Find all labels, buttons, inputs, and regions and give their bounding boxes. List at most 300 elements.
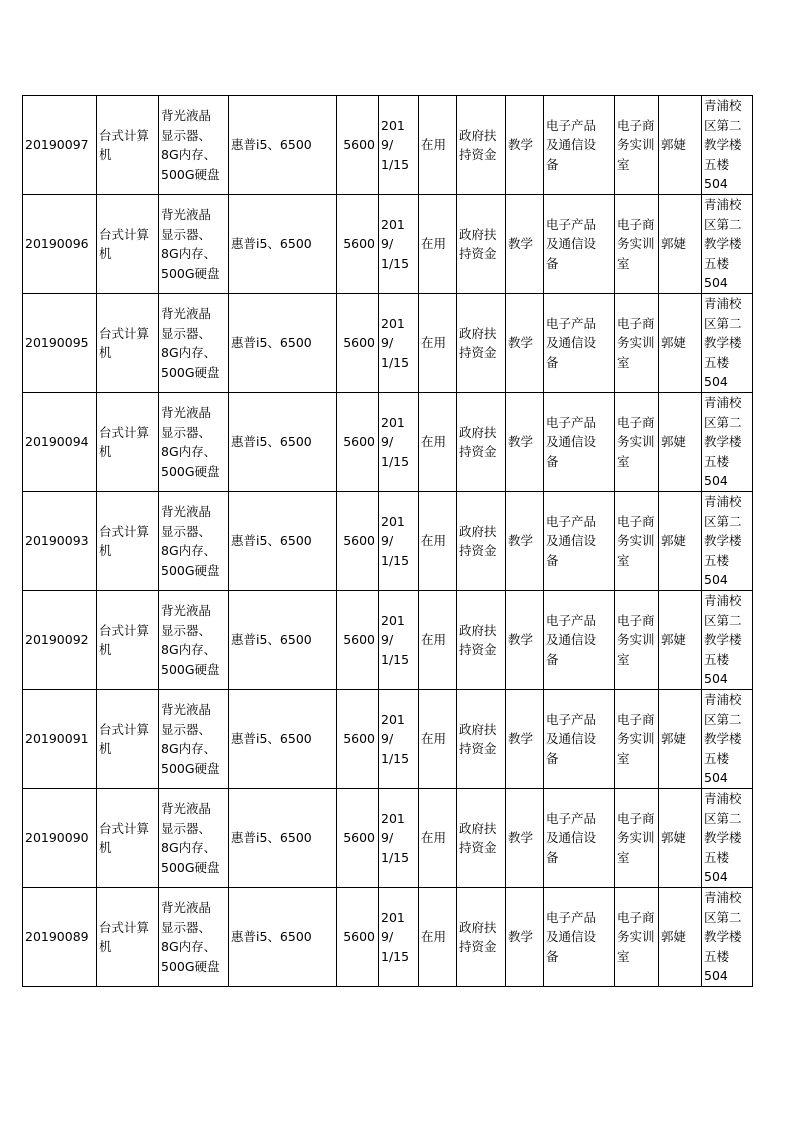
location-cell-line: 五楼 — [704, 651, 730, 667]
location-cell-line: 区第二 — [704, 909, 742, 925]
usage-cell: 教学 — [506, 789, 544, 888]
fund-source-cell-line: 持资金 — [459, 147, 497, 162]
purchase-date-cell — [379, 96, 419, 195]
asset-spec-cell-line: 8G内存、 — [161, 642, 217, 657]
asset-spec-cell-line: 500G硬盘 — [161, 562, 220, 578]
asset-category-cell-line: 备 — [546, 453, 559, 469]
purchase-date-cell-line: 2019/ — [381, 117, 405, 153]
asset-category-cell — [544, 789, 615, 888]
asset-type-cell-line: 机 — [99, 939, 112, 954]
asset-spec-cell-line: 背光液晶 — [161, 207, 212, 222]
usage-cell: 教学 — [506, 393, 544, 492]
asset-type-cell-line: 机 — [99, 345, 112, 360]
location-cell-line: 教学楼 — [704, 533, 742, 549]
table-row — [23, 96, 753, 195]
asset-category-cell-line: 备 — [546, 750, 559, 766]
asset-category-cell-line: 及通信设 — [546, 137, 597, 153]
department-cell-line: 电子商 — [617, 711, 655, 727]
location-cell-line: 504 — [704, 176, 728, 192]
purchase-date-cell-line: 1/15 — [381, 156, 410, 172]
custodian-cell: 郭婕 — [659, 888, 702, 987]
asset-spec-cell-line: 背光液晶 — [161, 108, 212, 123]
asset-category-cell-line: 电子产品 — [546, 117, 597, 133]
table-row — [23, 888, 753, 987]
department-cell-line: 电子商 — [617, 909, 655, 925]
custodian-cell: 郭婕 — [659, 96, 702, 195]
location-cell-line: 教学楼 — [704, 137, 742, 153]
asset-spec-cell-line: 背光液晶 — [161, 702, 212, 717]
location-cell-line: 区第二 — [704, 414, 742, 430]
purchase-date-cell — [379, 492, 419, 591]
asset-spec-cell — [159, 888, 229, 987]
fund-source-cell-line: 持资金 — [459, 939, 497, 954]
purchase-date-cell-line: 1/15 — [381, 651, 410, 667]
asset-spec-cell-line: 显示器、 — [161, 919, 212, 935]
fund-source-cell-line: 持资金 — [459, 444, 497, 459]
location-cell-line: 青浦校 — [704, 296, 742, 312]
table-row — [23, 393, 753, 492]
asset-id-cell: 20190095 — [23, 294, 97, 393]
asset-table-body — [23, 96, 753, 987]
fund-source-cell-line: 政府扶 — [459, 919, 497, 935]
asset-id-cell: 20190093 — [23, 492, 97, 591]
asset-id-cell: 20190091 — [23, 690, 97, 789]
asset-spec-cell-line: 8G内存、 — [161, 939, 217, 954]
asset-spec-cell-line: 8G内存、 — [161, 444, 217, 459]
fund-source-cell-line: 政府扶 — [459, 424, 497, 440]
asset-category-cell — [544, 393, 615, 492]
location-cell-line: 教学楼 — [704, 236, 742, 252]
custodian-cell: 郭婕 — [659, 492, 702, 591]
usage-cell: 教学 — [506, 195, 544, 294]
custodian-cell: 郭婕 — [659, 591, 702, 690]
asset-type-cell-line: 机 — [99, 444, 112, 459]
asset-model-cell: 惠普i5、6500 — [229, 888, 337, 987]
asset-spec-cell-line: 显示器、 — [161, 226, 212, 242]
asset-id-cell: 20190089 — [23, 888, 97, 987]
purchase-date-cell-line: 2019/ — [381, 909, 405, 945]
fund-source-cell-line: 政府扶 — [459, 127, 497, 143]
asset-type-cell — [97, 294, 159, 393]
custodian-cell: 郭婕 — [659, 294, 702, 393]
fund-source-cell — [457, 195, 506, 294]
location-cell-line: 区第二 — [704, 612, 742, 628]
custodian-cell: 郭婕 — [659, 195, 702, 294]
department-cell — [615, 492, 659, 591]
asset-id-cell: 20190094 — [23, 393, 97, 492]
fund-source-cell-line: 持资金 — [459, 345, 497, 360]
asset-category-cell-line: 及通信设 — [546, 731, 597, 747]
department-cell-line: 室 — [617, 651, 630, 667]
purchase-date-cell-line: 2019/ — [381, 414, 405, 450]
asset-model-cell: 惠普i5、6500 — [229, 96, 337, 195]
custodian-cell: 郭婕 — [659, 690, 702, 789]
location-cell-line: 教学楼 — [704, 830, 742, 846]
asset-category-cell-line: 及通信设 — [546, 335, 597, 351]
department-cell-line: 室 — [617, 156, 630, 172]
purchase-date-cell-line: 1/15 — [381, 255, 410, 271]
department-cell-line: 室 — [617, 948, 630, 964]
purchase-date-cell-line: 2019/ — [381, 711, 405, 747]
asset-status-cell: 在用 — [419, 96, 457, 195]
asset-type-cell-line: 机 — [99, 741, 112, 756]
asset-spec-cell — [159, 591, 229, 690]
asset-price-cell: 5600 — [337, 294, 379, 393]
asset-spec-cell-line: 背光液晶 — [161, 504, 212, 519]
asset-type-cell-line: 台式计算 — [99, 424, 150, 440]
usage-cell: 教学 — [506, 294, 544, 393]
custodian-cell: 郭婕 — [659, 393, 702, 492]
table-row — [23, 492, 753, 591]
location-cell-line: 教学楼 — [704, 731, 742, 747]
fund-source-cell-line: 政府扶 — [459, 325, 497, 341]
asset-spec-cell-line: 背光液晶 — [161, 801, 212, 816]
department-cell — [615, 591, 659, 690]
custodian-cell: 郭婕 — [659, 789, 702, 888]
location-cell-line: 504 — [704, 572, 728, 588]
asset-category-cell-line: 备 — [546, 849, 559, 865]
asset-id-cell: 20190092 — [23, 591, 97, 690]
fund-source-cell-line: 持资金 — [459, 543, 497, 558]
department-cell — [615, 96, 659, 195]
asset-model-cell: 惠普i5、6500 — [229, 492, 337, 591]
fund-source-cell-line: 政府扶 — [459, 721, 497, 737]
location-cell-line: 五楼 — [704, 552, 730, 568]
usage-cell: 教学 — [506, 690, 544, 789]
asset-spec-cell-line: 显示器、 — [161, 622, 212, 638]
purchase-date-cell-line: 2019/ — [381, 315, 405, 351]
usage-cell: 教学 — [506, 492, 544, 591]
asset-model-cell: 惠普i5、6500 — [229, 294, 337, 393]
purchase-date-cell — [379, 393, 419, 492]
purchase-date-cell-line: 1/15 — [381, 750, 410, 766]
location-cell — [702, 96, 753, 195]
asset-spec-cell — [159, 393, 229, 492]
purchase-date-cell-line: 1/15 — [381, 552, 410, 568]
asset-category-cell-line: 电子产品 — [546, 513, 597, 529]
asset-spec-cell-line: 显示器、 — [161, 127, 212, 143]
asset-type-cell-line: 台式计算 — [99, 622, 150, 638]
department-cell-line: 室 — [617, 552, 630, 568]
asset-table — [22, 95, 753, 987]
asset-category-cell-line: 及通信设 — [546, 632, 597, 648]
asset-spec-cell-line: 8G内存、 — [161, 246, 217, 261]
usage-cell: 教学 — [506, 96, 544, 195]
asset-spec-cell — [159, 294, 229, 393]
location-cell-line: 五楼 — [704, 849, 730, 865]
asset-type-cell-line: 台式计算 — [99, 820, 150, 836]
asset-status-cell: 在用 — [419, 195, 457, 294]
asset-type-cell — [97, 789, 159, 888]
location-cell-line: 区第二 — [704, 117, 742, 133]
department-cell-line: 室 — [617, 354, 630, 370]
location-cell-line: 教学楼 — [704, 335, 742, 351]
asset-price-cell: 5600 — [337, 393, 379, 492]
location-cell-line: 504 — [704, 968, 728, 984]
asset-type-cell-line: 台式计算 — [99, 325, 150, 341]
location-cell-line: 青浦校 — [704, 494, 742, 510]
asset-model-cell: 惠普i5、6500 — [229, 690, 337, 789]
asset-spec-cell-line: 500G硬盘 — [161, 364, 220, 380]
location-cell-line: 教学楼 — [704, 632, 742, 648]
asset-spec-cell-line: 8G内存、 — [161, 840, 217, 855]
department-cell-line: 室 — [617, 255, 630, 271]
asset-category-cell-line: 电子产品 — [546, 909, 597, 925]
fund-source-cell-line: 持资金 — [459, 642, 497, 657]
purchase-date-cell — [379, 690, 419, 789]
location-cell-line: 504 — [704, 275, 728, 291]
department-cell — [615, 393, 659, 492]
asset-type-cell-line: 台式计算 — [99, 721, 150, 737]
asset-spec-cell-line: 背光液晶 — [161, 405, 212, 420]
purchase-date-cell-line: 2019/ — [381, 513, 405, 549]
location-cell-line: 五楼 — [704, 354, 730, 370]
asset-spec-cell-line: 500G硬盘 — [161, 958, 220, 974]
location-cell-line: 504 — [704, 869, 728, 885]
location-cell — [702, 294, 753, 393]
asset-status-cell: 在用 — [419, 690, 457, 789]
asset-type-cell — [97, 195, 159, 294]
asset-category-cell-line: 及通信设 — [546, 830, 597, 846]
usage-cell: 教学 — [506, 888, 544, 987]
asset-category-cell — [544, 888, 615, 987]
asset-type-cell-line: 台式计算 — [99, 523, 150, 539]
fund-source-cell-line: 政府扶 — [459, 622, 497, 638]
usage-cell: 教学 — [506, 591, 544, 690]
department-cell-line: 务实训 — [617, 335, 655, 351]
location-cell-line: 青浦校 — [704, 197, 742, 213]
asset-status-cell: 在用 — [419, 393, 457, 492]
asset-category-cell-line: 备 — [546, 354, 559, 370]
asset-status-cell: 在用 — [419, 492, 457, 591]
location-cell-line: 504 — [704, 770, 728, 786]
asset-type-cell — [97, 393, 159, 492]
asset-spec-cell-line: 500G硬盘 — [161, 859, 220, 875]
table-row — [23, 690, 753, 789]
purchase-date-cell-line: 2019/ — [381, 216, 405, 252]
purchase-date-cell — [379, 294, 419, 393]
location-cell-line: 五楼 — [704, 156, 730, 172]
asset-spec-cell-line: 8G内存、 — [161, 741, 217, 756]
department-cell-line: 电子商 — [617, 810, 655, 826]
department-cell-line: 室 — [617, 750, 630, 766]
asset-price-cell: 5600 — [337, 492, 379, 591]
location-cell-line: 504 — [704, 671, 728, 687]
asset-category-cell — [544, 294, 615, 393]
location-cell-line: 青浦校 — [704, 593, 742, 609]
asset-id-cell: 20190097 — [23, 96, 97, 195]
fund-source-cell-line: 持资金 — [459, 246, 497, 261]
asset-price-cell: 5600 — [337, 888, 379, 987]
department-cell-line: 务实训 — [617, 533, 655, 549]
fund-source-cell-line: 持资金 — [459, 840, 497, 855]
fund-source-cell — [457, 591, 506, 690]
fund-source-cell — [457, 96, 506, 195]
asset-spec-cell-line: 500G硬盘 — [161, 760, 220, 776]
department-cell-line: 务实训 — [617, 929, 655, 945]
location-cell — [702, 789, 753, 888]
asset-spec-cell-line: 8G内存、 — [161, 543, 217, 558]
location-cell-line: 区第二 — [704, 315, 742, 331]
asset-category-cell-line: 电子产品 — [546, 315, 597, 331]
location-cell-line: 青浦校 — [704, 98, 742, 114]
purchase-date-cell-line: 1/15 — [381, 354, 410, 370]
asset-category-cell-line: 备 — [546, 552, 559, 568]
department-cell — [615, 195, 659, 294]
fund-source-cell — [457, 888, 506, 987]
location-cell-line: 504 — [704, 374, 728, 390]
asset-category-cell-line: 备 — [546, 651, 559, 667]
location-cell-line: 教学楼 — [704, 434, 742, 450]
department-cell-line: 电子商 — [617, 513, 655, 529]
asset-category-cell-line: 及通信设 — [546, 929, 597, 945]
department-cell-line: 电子商 — [617, 414, 655, 430]
location-cell — [702, 195, 753, 294]
asset-type-cell — [97, 591, 159, 690]
asset-spec-cell-line: 显示器、 — [161, 721, 212, 737]
purchase-date-cell — [379, 591, 419, 690]
fund-source-cell-line: 政府扶 — [459, 226, 497, 242]
asset-spec-cell — [159, 195, 229, 294]
location-cell-line: 五楼 — [704, 948, 730, 964]
asset-spec-cell-line: 背光液晶 — [161, 306, 212, 321]
fund-source-cell — [457, 294, 506, 393]
purchase-date-cell-line: 1/15 — [381, 453, 410, 469]
location-cell — [702, 492, 753, 591]
asset-price-cell: 5600 — [337, 96, 379, 195]
location-cell-line: 青浦校 — [704, 890, 742, 906]
location-cell-line: 青浦校 — [704, 791, 742, 807]
department-cell-line: 务实训 — [617, 830, 655, 846]
asset-spec-cell-line: 8G内存、 — [161, 147, 217, 162]
department-cell-line: 室 — [617, 849, 630, 865]
asset-price-cell: 5600 — [337, 591, 379, 690]
department-cell-line: 务实训 — [617, 731, 655, 747]
asset-spec-cell-line: 500G硬盘 — [161, 265, 220, 281]
department-cell-line: 电子商 — [617, 315, 655, 331]
department-cell-line: 电子商 — [617, 612, 655, 628]
table-row — [23, 591, 753, 690]
location-cell-line: 五楼 — [704, 750, 730, 766]
purchase-date-cell — [379, 195, 419, 294]
asset-type-cell-line: 机 — [99, 840, 112, 855]
location-cell — [702, 393, 753, 492]
asset-id-cell: 20190096 — [23, 195, 97, 294]
asset-status-cell: 在用 — [419, 888, 457, 987]
asset-type-cell — [97, 888, 159, 987]
asset-id-cell: 20190090 — [23, 789, 97, 888]
asset-spec-cell-line: 500G硬盘 — [161, 166, 220, 182]
fund-source-cell — [457, 393, 506, 492]
asset-type-cell-line: 台式计算 — [99, 919, 150, 935]
table-row — [23, 195, 753, 294]
table-row — [23, 789, 753, 888]
location-cell-line: 教学楼 — [704, 929, 742, 945]
asset-type-cell-line: 台式计算 — [99, 226, 150, 242]
asset-spec-cell — [159, 789, 229, 888]
location-cell-line: 青浦校 — [704, 692, 742, 708]
department-cell — [615, 789, 659, 888]
department-cell-line: 务实训 — [617, 236, 655, 252]
fund-source-cell-line: 持资金 — [459, 741, 497, 756]
asset-spec-cell — [159, 492, 229, 591]
location-cell — [702, 591, 753, 690]
asset-category-cell — [544, 195, 615, 294]
asset-spec-cell-line: 显示器、 — [161, 820, 212, 836]
asset-category-cell-line: 及通信设 — [546, 434, 597, 450]
asset-spec-cell — [159, 690, 229, 789]
asset-type-cell-line: 机 — [99, 642, 112, 657]
location-cell-line: 青浦校 — [704, 395, 742, 411]
fund-source-cell-line: 政府扶 — [459, 820, 497, 836]
location-cell-line: 区第二 — [704, 810, 742, 826]
purchase-date-cell-line: 1/15 — [381, 948, 410, 964]
purchase-date-cell — [379, 888, 419, 987]
location-cell-line: 区第二 — [704, 513, 742, 529]
asset-model-cell: 惠普i5、6500 — [229, 195, 337, 294]
asset-category-cell-line: 电子产品 — [546, 810, 597, 826]
location-cell-line: 五楼 — [704, 453, 730, 469]
asset-category-cell-line: 备 — [546, 948, 559, 964]
department-cell — [615, 690, 659, 789]
asset-status-cell: 在用 — [419, 294, 457, 393]
asset-status-cell: 在用 — [419, 789, 457, 888]
asset-spec-cell-line: 背光液晶 — [161, 900, 212, 915]
asset-price-cell: 5600 — [337, 195, 379, 294]
asset-status-cell: 在用 — [419, 591, 457, 690]
asset-model-cell: 惠普i5、6500 — [229, 591, 337, 690]
department-cell — [615, 888, 659, 987]
asset-spec-cell-line: 8G内存、 — [161, 345, 217, 360]
fund-source-cell — [457, 492, 506, 591]
asset-category-cell-line: 及通信设 — [546, 236, 597, 252]
department-cell-line: 电子商 — [617, 216, 655, 232]
fund-source-cell — [457, 789, 506, 888]
purchase-date-cell — [379, 789, 419, 888]
location-cell-line: 区第二 — [704, 711, 742, 727]
department-cell-line: 室 — [617, 453, 630, 469]
purchase-date-cell-line: 2019/ — [381, 612, 405, 648]
location-cell-line: 区第二 — [704, 216, 742, 232]
asset-spec-cell-line: 显示器、 — [161, 424, 212, 440]
department-cell-line: 务实训 — [617, 137, 655, 153]
asset-spec-cell-line: 背光液晶 — [161, 603, 212, 618]
asset-model-cell: 惠普i5、6500 — [229, 789, 337, 888]
asset-type-cell-line: 台式计算 — [99, 127, 150, 143]
asset-type-cell-line: 机 — [99, 246, 112, 261]
asset-category-cell — [544, 96, 615, 195]
department-cell-line: 务实训 — [617, 632, 655, 648]
asset-category-cell — [544, 690, 615, 789]
asset-spec-cell-line: 500G硬盘 — [161, 463, 220, 479]
asset-model-cell: 惠普i5、6500 — [229, 393, 337, 492]
asset-type-cell — [97, 492, 159, 591]
asset-category-cell-line: 及通信设 — [546, 533, 597, 549]
asset-price-cell: 5600 — [337, 789, 379, 888]
fund-source-cell-line: 政府扶 — [459, 523, 497, 539]
asset-price-cell: 5600 — [337, 690, 379, 789]
asset-spec-cell-line: 显示器、 — [161, 325, 212, 341]
asset-category-cell — [544, 591, 615, 690]
department-cell-line: 电子商 — [617, 117, 655, 133]
asset-category-cell-line: 备 — [546, 156, 559, 172]
asset-type-cell-line: 机 — [99, 543, 112, 558]
asset-category-cell-line: 备 — [546, 255, 559, 271]
table-row — [23, 294, 753, 393]
purchase-date-cell-line: 2019/ — [381, 810, 405, 846]
asset-category-cell — [544, 492, 615, 591]
asset-category-cell-line: 电子产品 — [546, 216, 597, 232]
